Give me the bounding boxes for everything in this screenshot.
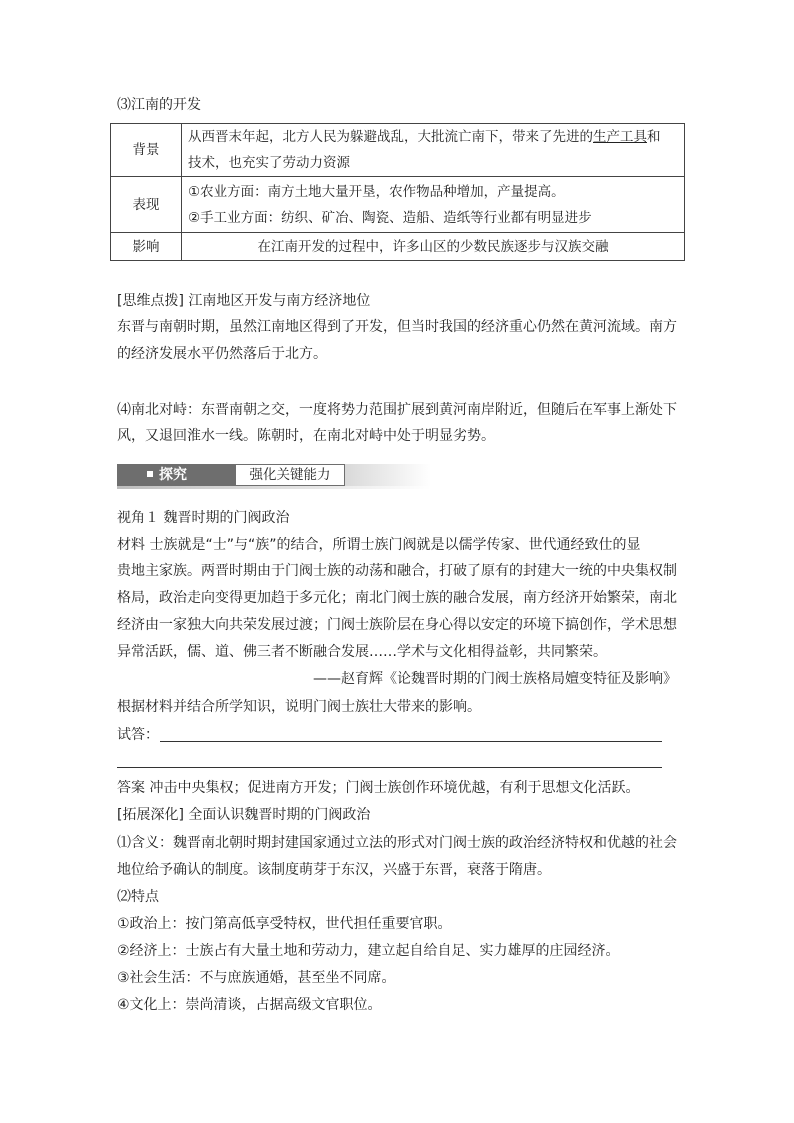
material-line: 格局，政治走向变得更加趋于多元化；南北门阀士族的融合发展，南方经济开始繁荣，南北	[117, 590, 677, 606]
extend-line: ①政治上：按门第高低享受特权，世代担任重要官职。	[117, 916, 452, 932]
question: 根据材料并结合所学知识，说明门阀士族壮大带来的影响。	[117, 699, 481, 715]
tip-heading: [思维点拨] 江南地区开发与南方经济地位	[117, 293, 371, 309]
answer-line[interactable]	[160, 741, 662, 742]
banner-label: 探究	[117, 464, 235, 486]
section4-line: 风，又退回淮水一线。陈朝时，在南北对峙中处于明显劣势。	[117, 428, 495, 444]
extend-line: ⑴含义：魏晋南北朝时期封建国家通过立法的形式对门阀士族的政治经济特权和优越的社会	[117, 835, 677, 851]
material-line: 材料 士族就是“士”与“族”的结合，所谓士族门阀就是以儒学传家、世代通经致仕的显	[117, 537, 641, 553]
row-content: 在江南开发的过程中，许多山区的少数民族逐步与汉族交融	[182, 233, 685, 261]
answer-prompt: 试答：	[117, 727, 159, 743]
answer: 答案 冲击中央集权；促进南方开发；门阀士族创作环境优越，有利于思想文化活跃。	[117, 780, 640, 796]
underlined-term: 生产工具	[593, 129, 647, 145]
section4-line: ⑷南北对峙：东晋南朝之交，一度将势力范围扩展到黄河南岸附近，但随后在军事上渐处下	[117, 402, 677, 418]
banner-subtitle: 强化关键能力	[235, 464, 345, 486]
row-header: 影响	[111, 233, 182, 261]
table-row	[111, 233, 685, 261]
extend-line: ④文化上：崇尚清谈，占据高级文官职位。	[117, 997, 382, 1013]
material-line: 贵地主家族。两晋时期由于门阀士族的动荡和融合，打破了原有的封建大一统的中央集权制	[117, 563, 677, 579]
explore-banner	[117, 464, 431, 486]
extend-line: ②经济上：士族占有大量土地和劳动力，建立起自给自足、实力雄厚的庄园经济。	[117, 943, 620, 959]
row-content: ①农业方面：南方土地大量开垦，农作物品种增加，产量提高。 ②手工业方面：纺织、矿冶、陶瓷、造船、造纸等行业都有明显进步	[182, 177, 685, 233]
angle-title: 视角１ 魏晋时期的门阀政治	[117, 510, 290, 526]
answer-line[interactable]	[117, 767, 662, 768]
extend-line: 地位给予确认的制度。该制度萌芽于东汉，兴盛于东晋，衰落于隋唐。	[117, 862, 551, 878]
development-table	[110, 123, 685, 261]
row-content: 从西晋末年起，北方人民为躲避战乱，大批流亡南下，带来了先进的生产工具和 技术，也充实了劳动力资源	[182, 124, 685, 177]
table-row	[111, 124, 685, 177]
extend-heading: [拓展深化] 全面认识魏晋时期的门阀政治	[117, 807, 371, 823]
tip-line: 东晋与南朝时期，虽然江南地区得到了开发，但当时我国的经济重心仍然在黄河流域。南方	[117, 319, 677, 335]
extend-line: ⑵特点	[117, 889, 159, 905]
table-row	[111, 177, 685, 233]
row-header: 表现	[111, 177, 182, 233]
square-icon	[147, 471, 153, 477]
material-line: 异常活跃，儒、道、佛三者不断融合发展……学术与文化相得益彰，共同繁荣。	[117, 644, 607, 660]
tip-line: 的经济发展水平仍然落后于北方。	[117, 346, 327, 362]
extend-line: ③社会生活：不与庶族通婚，甚至坐不同席。	[117, 970, 396, 986]
section-heading: ⑶江南的开发	[117, 97, 201, 113]
material-line: 经济由一家独大向共荣发展过渡；门阀士族阶层在身心得以安定的环境下搞创作，学术思想	[117, 617, 677, 633]
material-source: ——赵育辉《论魏晋时期的门阀士族格局嬗变特征及影响》	[313, 671, 677, 687]
row-header: 背景	[111, 124, 182, 177]
